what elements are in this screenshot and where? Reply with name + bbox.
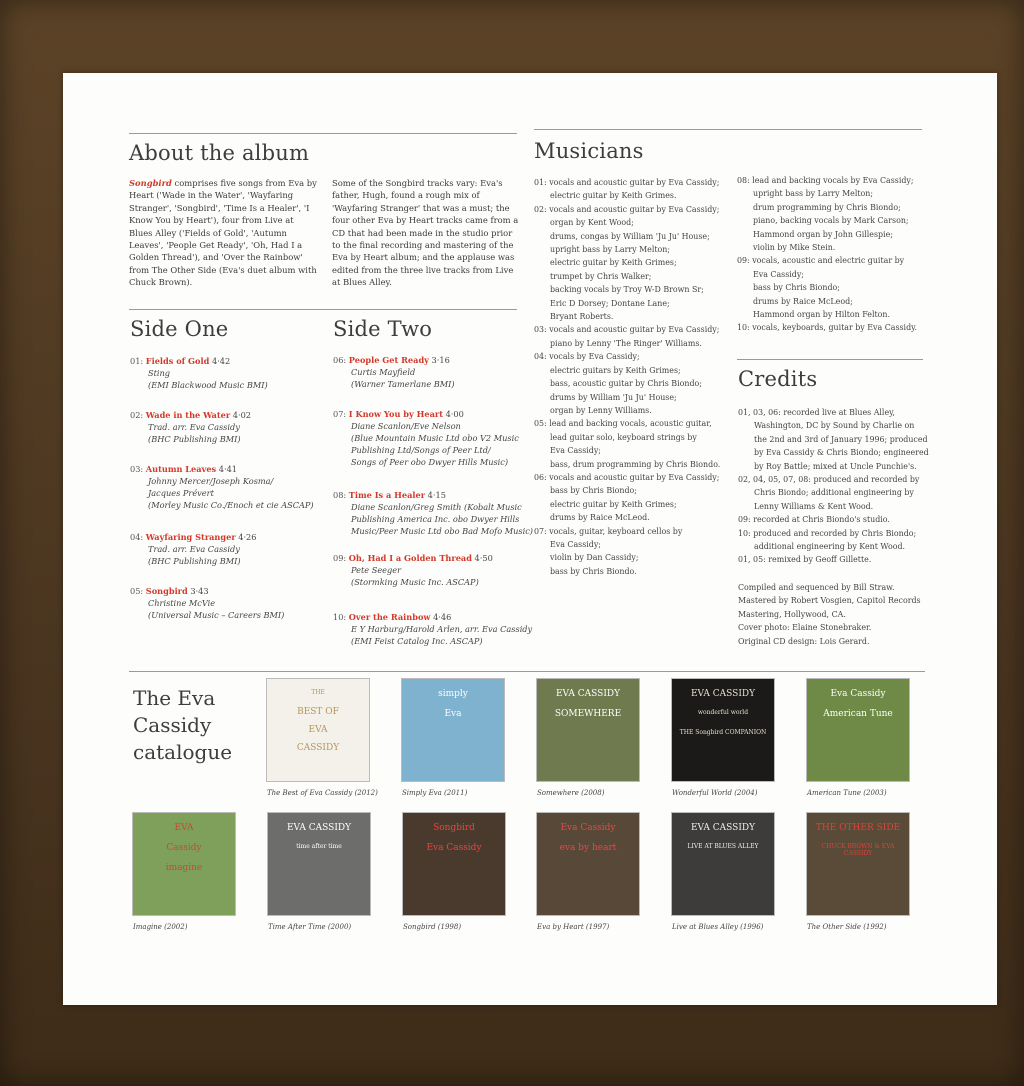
track-number: 03: bbox=[130, 464, 144, 474]
credit-extra-line: Original CD design: Lois Gerard. bbox=[738, 636, 870, 646]
album-cover-text: EVA CASSIDY bbox=[555, 689, 621, 699]
track-credit: Pete Seeger bbox=[351, 565, 402, 575]
item-text: backing vocals by Troy W-D Brown Sr; bbox=[550, 285, 704, 295]
album-cover-text: Songbird bbox=[433, 823, 475, 833]
track-title: Autumn Leaves bbox=[145, 464, 217, 474]
credit-line bbox=[534, 243, 734, 256]
album-item[interactable] bbox=[133, 813, 235, 931]
track-line bbox=[130, 355, 330, 367]
track-entry bbox=[130, 585, 330, 621]
item-text: remixed by Geoff Gillette. bbox=[768, 555, 872, 565]
item-number: 10: bbox=[737, 323, 750, 333]
item-text: organ by Lenny Williams. bbox=[550, 405, 652, 415]
divider bbox=[129, 133, 517, 134]
divider bbox=[737, 359, 923, 360]
track-line bbox=[333, 489, 533, 501]
track-credit: Diane Scanlon/Eve Nelson bbox=[351, 421, 461, 431]
credit-line bbox=[534, 404, 734, 417]
credit-line bbox=[737, 308, 937, 321]
item-text: violin by Mike Stein. bbox=[753, 243, 836, 253]
track-number: 09: bbox=[333, 553, 347, 563]
credit-line bbox=[534, 538, 734, 551]
item-text: upright bass by Larry Melton; bbox=[550, 245, 671, 255]
track-title: I Know You by Heart bbox=[348, 409, 443, 419]
album-cover-text: Eva bbox=[444, 709, 462, 719]
item-number: 02: bbox=[534, 204, 547, 214]
item-number: 07: bbox=[534, 526, 547, 536]
credits-heading: Credits bbox=[738, 367, 818, 391]
album-cover[interactable] bbox=[267, 679, 369, 781]
credit-line bbox=[534, 377, 734, 390]
item-number: 02, 04, 05, 07, 08: bbox=[738, 475, 811, 485]
item-text: Bryant Roberts. bbox=[550, 312, 614, 322]
item-text: Eric D Dorsey; Dontane Lane; bbox=[550, 298, 670, 308]
album-cover-text: Eva Cassidy bbox=[426, 843, 482, 853]
side-one-heading: Side One bbox=[130, 317, 229, 341]
credit-line bbox=[534, 310, 734, 323]
credit-line bbox=[737, 295, 937, 308]
track-duration: 3·16 bbox=[431, 355, 450, 365]
track-credit: (BHC Publishing BMI) bbox=[148, 434, 241, 444]
album-item[interactable] bbox=[537, 679, 639, 797]
track-line bbox=[130, 531, 330, 543]
credit-line bbox=[534, 444, 734, 457]
item-text: vocals, keyboards, guitar by Eva Cassidy. bbox=[752, 323, 918, 333]
track-number: 10: bbox=[333, 612, 347, 622]
item-text: Eva Cassidy; bbox=[550, 446, 601, 456]
album-item[interactable] bbox=[402, 679, 504, 797]
item-number: 10: bbox=[738, 528, 751, 538]
credit-extra-line: Mastering, Hollywood, CA. bbox=[738, 609, 846, 619]
item-text: drum programming by Chris Biondo; bbox=[753, 202, 901, 212]
credit-extra-line: Cover photo: Elaine Stonebraker. bbox=[738, 623, 872, 633]
item-number: 01, 05: bbox=[738, 555, 766, 565]
about-heading: About the album bbox=[129, 141, 310, 165]
item-text: drums by Raice McLeod; bbox=[753, 296, 853, 306]
track-title: Fields of Gold bbox=[145, 356, 210, 366]
album-cover-text: simply bbox=[438, 689, 468, 699]
item-text: Chris Biondo; additional engineering by bbox=[754, 488, 914, 498]
credit-line bbox=[738, 419, 933, 432]
credit-line bbox=[534, 216, 734, 229]
credit-line bbox=[737, 254, 937, 267]
credit-line bbox=[534, 511, 734, 524]
credit-line bbox=[737, 174, 937, 187]
divider bbox=[129, 309, 517, 310]
album-cover[interactable] bbox=[402, 679, 504, 781]
musicians-column-1 bbox=[534, 176, 734, 578]
track-credit: (Universal Music – Careers BMI) bbox=[148, 610, 285, 620]
item-text: Eva Cassidy; bbox=[753, 269, 804, 279]
album-cover-text: Cassidy bbox=[166, 843, 202, 853]
item-text: Hammond organ by John Gillespie; bbox=[753, 229, 893, 239]
credit-line bbox=[534, 417, 734, 430]
album-cover[interactable] bbox=[537, 813, 639, 915]
item-text: vocals and acoustic guitar by Eva Cassidy; bbox=[549, 325, 720, 335]
track-duration: 3·43 bbox=[190, 586, 209, 596]
track-number: 07: bbox=[333, 409, 347, 419]
musicians-column-2 bbox=[737, 174, 937, 335]
catalogue-heading-line: catalogue bbox=[133, 740, 233, 764]
credit-line bbox=[534, 471, 734, 484]
item-text: by Eva Cassidy & Chris Biondo; engineered bbox=[754, 448, 929, 458]
album-cover[interactable] bbox=[807, 813, 909, 915]
credit-line bbox=[737, 187, 937, 200]
catalogue-heading-line: Cassidy bbox=[133, 713, 212, 737]
track-entry bbox=[130, 531, 330, 567]
item-text: Eva Cassidy; bbox=[550, 539, 601, 549]
item-text: bass by Chris Biondo; bbox=[753, 283, 840, 293]
album-item[interactable] bbox=[807, 813, 909, 931]
item-text: recorded at Chris Biondo's studio. bbox=[753, 515, 890, 525]
track-number: 05: bbox=[130, 586, 144, 596]
track-credit: Music/Peer Music Ltd obo Bad Mofo Music) bbox=[351, 526, 533, 536]
track-credit: Christine McVie bbox=[148, 598, 216, 608]
credit-line bbox=[534, 323, 734, 336]
item-text: bass by Chris Biondo; bbox=[550, 486, 637, 496]
album-cover-text: EVA CASSIDY bbox=[690, 823, 756, 833]
album-cover-text: THE bbox=[311, 689, 325, 696]
songbird-lead: Songbird bbox=[129, 178, 172, 188]
credit-extra-line: Compiled and sequenced by Bill Straw. bbox=[738, 583, 895, 592]
credit-line bbox=[737, 214, 937, 227]
track-credit: E Y Harburg/Harold Arlen, arr. Eva Cassidy bbox=[351, 624, 533, 634]
track-line bbox=[333, 408, 533, 420]
item-text: drums, congas by William 'Ju Ju' House; bbox=[550, 231, 710, 241]
catalogue-heading bbox=[133, 685, 253, 766]
item-text: drums by Raice McLeod. bbox=[550, 513, 650, 523]
album-caption: Imagine (2002) bbox=[133, 923, 188, 931]
album-cover-text: EVA CASSIDY bbox=[690, 689, 756, 699]
album-cover-text: time after time bbox=[296, 843, 342, 850]
item-number: 03: bbox=[534, 325, 547, 335]
track-line bbox=[130, 409, 330, 421]
item-text: electric guitars by Keith Grimes; bbox=[550, 365, 681, 375]
track-duration: 4·42 bbox=[211, 356, 231, 366]
track-entry bbox=[333, 354, 533, 390]
track-entry bbox=[333, 489, 533, 537]
item-number: 09: bbox=[738, 515, 751, 525]
track-number: 06: bbox=[333, 355, 347, 365]
item-text: lead guitar solo, keyboard strings by bbox=[550, 432, 697, 442]
credit-line bbox=[737, 268, 937, 281]
track-title: Over the Rainbow bbox=[348, 612, 431, 622]
track-title: Wayfaring Stranger bbox=[145, 532, 236, 542]
item-text: vocals and acoustic guitar by Eva Cassidy; bbox=[549, 472, 720, 482]
track-duration: 4·26 bbox=[238, 532, 257, 542]
track-number: 02: bbox=[130, 410, 144, 420]
item-number: 01: bbox=[534, 178, 547, 187]
track-title: Oh, Had I a Golden Thread bbox=[348, 553, 472, 563]
credits-list bbox=[738, 406, 933, 567]
track-credit: Trad. arr. Eva Cassidy bbox=[148, 544, 240, 554]
album-item[interactable] bbox=[672, 679, 774, 797]
track-title: Songbird bbox=[145, 586, 188, 596]
item-number: 04: bbox=[534, 352, 547, 362]
item-number: 05: bbox=[534, 419, 547, 429]
album-cover-text: Eva Cassidy bbox=[830, 689, 886, 699]
item-text: organ by Kent Wood; bbox=[550, 218, 634, 228]
album-cover-text: LIVE AT BLUES ALLEY bbox=[687, 843, 759, 850]
album-item[interactable] bbox=[537, 813, 639, 931]
credit-line bbox=[534, 551, 734, 564]
credit-line bbox=[534, 458, 734, 471]
item-text: vocals and acoustic guitar by Eva Cassidy; bbox=[549, 178, 720, 187]
album-cover-text: imagine bbox=[165, 863, 203, 873]
item-text: the 2nd and 3rd of January 1996; produced bbox=[754, 434, 928, 444]
album-cover[interactable] bbox=[403, 813, 505, 915]
album-item[interactable] bbox=[268, 813, 370, 931]
item-text: electric guitar by Keith Grimes; bbox=[550, 499, 677, 509]
item-text: additional engineering by Kent Wood. bbox=[754, 542, 906, 552]
about-paragraph-1 bbox=[129, 177, 317, 289]
credit-line bbox=[534, 391, 734, 404]
item-text: bass, drum programming by Chris Biondo. bbox=[550, 459, 721, 469]
album-caption: Time After Time (2000) bbox=[268, 923, 352, 931]
track-title: Time Is a Healer bbox=[348, 490, 426, 500]
track-credit: (Blue Mountain Music Ltd obo V2 Music bbox=[351, 433, 519, 443]
credit-line bbox=[738, 406, 933, 419]
item-text: by Roy Battle; mixed at Uncle Punchie's. bbox=[754, 461, 917, 471]
track-credit: Sting bbox=[148, 368, 171, 378]
credit-line bbox=[534, 270, 734, 283]
track-entry bbox=[333, 552, 533, 588]
album-cover[interactable] bbox=[268, 813, 370, 915]
credit-line bbox=[738, 473, 933, 486]
album-cover[interactable] bbox=[672, 679, 774, 781]
track-number: 04: bbox=[130, 532, 144, 542]
album-cover-text: wonderful world bbox=[697, 709, 749, 716]
track-line bbox=[333, 354, 533, 366]
album-cover-text: SOMEWHERE bbox=[554, 709, 622, 719]
credit-line bbox=[534, 230, 734, 243]
track-entry bbox=[130, 355, 330, 391]
item-text: electric guitar by Keith Grimes. bbox=[550, 191, 677, 201]
item-text: vocals, guitar, keyboard cellos by bbox=[549, 526, 683, 536]
item-text: recorded live at Blues Alley, bbox=[783, 408, 896, 417]
credit-line bbox=[534, 525, 734, 538]
track-credit: (Morley Music Co./Enoch et cie ASCAP) bbox=[148, 500, 314, 510]
item-number: 09: bbox=[737, 256, 750, 266]
credit-line bbox=[534, 256, 734, 269]
item-text: vocals, acoustic and electric guitar by bbox=[752, 256, 905, 266]
credit-line bbox=[737, 241, 937, 254]
album-caption: The Other Side (1992) bbox=[807, 923, 887, 931]
credits-extra bbox=[738, 581, 933, 648]
track-entry bbox=[333, 611, 533, 647]
album-caption: Simply Eva (2011) bbox=[402, 789, 468, 797]
item-text: lead and backing vocals, acoustic guitar, bbox=[549, 419, 712, 429]
track-duration: 4·50 bbox=[474, 553, 493, 563]
item-number: 08: bbox=[737, 176, 750, 185]
credit-line bbox=[738, 513, 933, 526]
item-text: electric guitar by Keith Grimes; bbox=[550, 258, 677, 268]
credit-line bbox=[737, 201, 937, 214]
item-text: piano, backing vocals by Mark Carson; bbox=[753, 216, 909, 226]
album-cover-text: EVA CASSIDY bbox=[286, 823, 352, 833]
album-caption: Live at Blues Alley (1996) bbox=[672, 923, 764, 931]
album-cover-text: THE OTHER SIDE bbox=[815, 823, 901, 833]
album-caption: Eva by Heart (1997) bbox=[537, 923, 610, 931]
credit-extra-line: Mastered by Robert Vosgien, Capitol Records bbox=[738, 596, 921, 606]
credit-line bbox=[534, 498, 734, 511]
credit-line bbox=[738, 433, 933, 446]
credit-line bbox=[534, 189, 734, 202]
track-entry bbox=[333, 408, 533, 468]
item-text: bass by Chris Biondo. bbox=[550, 566, 637, 576]
album-caption: Songbird (1998) bbox=[403, 923, 462, 931]
divider bbox=[129, 671, 925, 672]
credit-line bbox=[737, 321, 937, 334]
album-caption: The Best of Eva Cassidy (2012) bbox=[267, 789, 378, 797]
credit-line bbox=[534, 484, 734, 497]
item-text: trumpet by Chris Walker; bbox=[550, 271, 652, 281]
credit-line bbox=[738, 460, 933, 473]
track-duration: 4·02 bbox=[232, 410, 252, 420]
about-text-1: comprises five songs from Eva by Heart ('Wade in the Water', 'Wayfaring Stranger', 'Songbird', 'Time Is a Healer', 'I Know You by Heart'), four from Live at Blues Alley ('Fields of Gold', 'Autumn Leaves', 'People Get Ready', 'Oh, Had I a Golden Thread'), and 'Over the Rainbow' from The Other Side (Eva's duet album with Chuck Brown). bbox=[129, 178, 317, 288]
track-duration: 4·15 bbox=[427, 490, 446, 500]
credit-line bbox=[534, 364, 734, 377]
album-caption: Wonderful World (2004) bbox=[672, 789, 758, 797]
credit-line bbox=[738, 540, 933, 553]
album-item[interactable] bbox=[672, 813, 774, 931]
track-credit: (BHC Publishing BMI) bbox=[148, 556, 241, 566]
credit-line bbox=[534, 297, 734, 310]
track-credit: Jacques Prévert bbox=[148, 488, 214, 498]
album-cover-text: CASSIDY bbox=[296, 743, 340, 753]
credit-line bbox=[738, 500, 933, 513]
album-cover-text: BEST OF bbox=[297, 707, 339, 717]
album-cover-text: eva by heart bbox=[559, 843, 617, 853]
catalogue-heading-line: The Eva bbox=[133, 686, 216, 710]
item-text: drums by William 'Ju Ju' House; bbox=[550, 392, 677, 402]
album-caption: American Tune (2003) bbox=[807, 789, 887, 797]
credit-line bbox=[738, 486, 933, 499]
track-credit: Publishing Ltd/Songs of Peer Ltd/ bbox=[351, 445, 491, 455]
credit-line bbox=[534, 176, 734, 189]
about-paragraph-2: Some of the Songbird tracks vary: Eva's father, Hugh, found a rough mix of 'Wayfaring Stranger' that was a must; the four other Eva by Heart tracks came from a CD that had been made in the studio prior to the final recording and mastering of the Eva by Heart album; and the applause was edited from the three live tracks from Live at Blues Alley. bbox=[332, 178, 519, 288]
track-title: Wade in the Water bbox=[145, 410, 231, 420]
item-text: lead and backing vocals by Eva Cassidy; bbox=[752, 176, 914, 185]
track-duration: 4·46 bbox=[433, 612, 452, 622]
track-duration: 4·00 bbox=[445, 409, 464, 419]
album-cover[interactable] bbox=[133, 813, 235, 915]
item-text: Lenny Williams & Kent Wood. bbox=[754, 501, 874, 511]
track-title: People Get Ready bbox=[348, 355, 429, 365]
credit-line bbox=[534, 565, 734, 578]
item-text: Washington, DC by Sound by Charlie on bbox=[754, 421, 915, 431]
item-text: bass, acoustic guitar by Chris Biondo; bbox=[550, 379, 702, 389]
credit-line bbox=[534, 203, 734, 216]
track-line bbox=[130, 585, 330, 597]
item-text: Hammond organ by Hilton Felton. bbox=[753, 310, 891, 320]
album-item[interactable] bbox=[807, 679, 909, 797]
track-credit: (Warner Tamerlane BMI) bbox=[351, 379, 455, 389]
credit-line bbox=[738, 553, 933, 566]
item-number: 06: bbox=[534, 472, 547, 482]
album-cover[interactable] bbox=[807, 679, 909, 781]
track-line bbox=[130, 463, 330, 475]
item-text: vocals by Eva Cassidy; bbox=[549, 352, 640, 362]
track-duration: 4·41 bbox=[218, 464, 237, 474]
credit-line bbox=[534, 337, 734, 350]
track-credit: Diane Scanlon/Greg Smith (Kobalt Music bbox=[351, 502, 522, 512]
divider bbox=[534, 129, 922, 130]
album-cover-text: Eva Cassidy bbox=[560, 823, 616, 833]
credit-line bbox=[534, 283, 734, 296]
track-credit: Trad. arr. Eva Cassidy bbox=[148, 422, 240, 432]
credit-line bbox=[738, 446, 933, 459]
album-caption: Somewhere (2008) bbox=[537, 789, 605, 797]
musicians-heading: Musicians bbox=[534, 139, 644, 163]
track-line bbox=[333, 552, 533, 564]
album-cover[interactable] bbox=[672, 813, 774, 915]
credit-line bbox=[534, 431, 734, 444]
side-two-heading: Side Two bbox=[333, 317, 433, 341]
album-cover-text: EVA bbox=[174, 823, 194, 833]
item-text: vocals and acoustic guitar by Eva Cassidy; bbox=[549, 204, 720, 214]
track-number: 08: bbox=[333, 490, 347, 500]
credit-line bbox=[737, 281, 937, 294]
item-text: produced and recorded by Chris Biondo; bbox=[753, 528, 917, 538]
credit-line bbox=[738, 527, 933, 540]
album-item[interactable] bbox=[267, 679, 378, 797]
item-number: 01, 03, 06: bbox=[738, 408, 781, 417]
credit-line bbox=[534, 350, 734, 363]
item-text: violin by Dan Cassidy; bbox=[550, 553, 639, 563]
track-credit: Curtis Mayfield bbox=[351, 367, 416, 377]
track-credit: Songs of Peer obo Dwyer Hills Music) bbox=[351, 457, 509, 467]
album-cover-text: CHUCK BROWN & EVA CASSIDY bbox=[821, 843, 895, 857]
album-cover-text: American Tune bbox=[823, 709, 893, 719]
album-cover-text: EVA bbox=[308, 725, 328, 735]
item-text: produced and recorded by bbox=[813, 475, 920, 485]
track-credit: Johnny Mercer/Joseph Kosma/ bbox=[148, 476, 274, 486]
track-credit: (EMI Blackwood Music BMI) bbox=[148, 380, 268, 390]
track-number: 01: bbox=[130, 356, 144, 366]
liner-notes-page bbox=[63, 73, 997, 1005]
track-entry bbox=[130, 463, 330, 511]
track-line bbox=[333, 611, 533, 623]
credit-line bbox=[737, 228, 937, 241]
album-cover-text: THE Songbird COMPANION bbox=[679, 729, 767, 736]
album-item[interactable] bbox=[403, 813, 505, 931]
track-credit: (EMI Feist Catalog Inc. ASCAP) bbox=[351, 636, 483, 646]
track-entry bbox=[130, 409, 330, 445]
track-credit: Publishing America Inc. obo Dwyer Hills bbox=[351, 514, 520, 524]
item-text: piano by Lenny 'The Ringer' Williams. bbox=[550, 338, 702, 348]
album-cover[interactable] bbox=[537, 679, 639, 781]
track-credit: (Stormking Music Inc. ASCAP) bbox=[351, 577, 479, 587]
item-text: upright bass by Larry Melton; bbox=[753, 189, 874, 199]
